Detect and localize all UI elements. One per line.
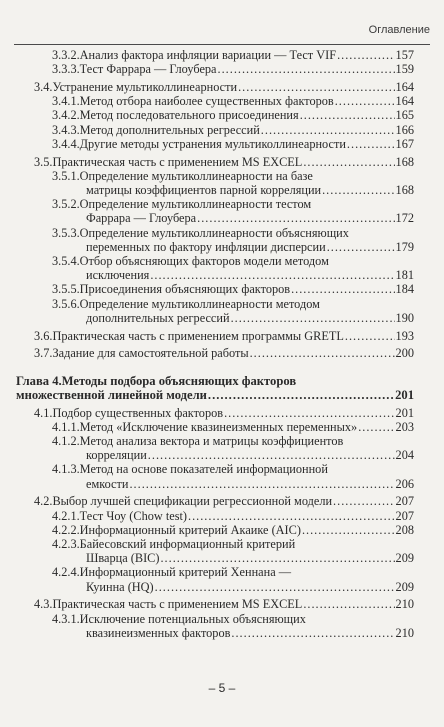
toc-number: 4.2.4. xyxy=(52,565,80,580)
leader-dots xyxy=(129,477,394,491)
toc-title: Выбор лучшей спецификации регрессионной модели xyxy=(52,494,333,509)
toc-entry[interactable] xyxy=(16,462,414,490)
toc-entry[interactable] xyxy=(16,297,414,325)
toc-title: дополнительных регрессий xyxy=(86,310,230,325)
toc-number: 4.1. xyxy=(34,405,53,420)
toc-entry[interactable] xyxy=(16,94,414,108)
toc-title: Определение мультиколлинеарности тестом xyxy=(79,197,312,212)
toc-entry[interactable] xyxy=(16,48,414,62)
toc-entry[interactable] xyxy=(16,565,414,593)
toc-entry[interactable] xyxy=(16,62,414,76)
toc-page-number: 204 xyxy=(395,448,414,463)
toc-page-number: 210 xyxy=(395,597,414,612)
toc-entry[interactable] xyxy=(16,509,414,523)
leader-dots xyxy=(300,108,395,122)
toc-entry[interactable] xyxy=(16,108,414,122)
leader-dots xyxy=(337,48,394,62)
toc-page-number: 200 xyxy=(395,346,414,361)
toc-title: Практическая часть с применением MS EXCEL xyxy=(52,154,303,169)
leader-dots xyxy=(231,311,395,325)
leader-dots xyxy=(250,346,395,360)
toc-entry[interactable] xyxy=(16,434,414,462)
toc-title: Метод отбора наиболее существенных факторов xyxy=(79,94,334,109)
toc-title: Шварца (BIC) xyxy=(86,551,160,566)
toc-page-number: 209 xyxy=(395,579,414,594)
leader-dots xyxy=(303,597,394,611)
toc-title: матрицы коэффициентов парной корреляции xyxy=(86,183,322,198)
toc-title: Подбор существенных факторов xyxy=(52,405,224,420)
toc-page-number: 203 xyxy=(395,419,414,434)
toc-page-number: 201 xyxy=(395,387,414,402)
toc-page-number: 184 xyxy=(395,282,414,297)
toc-number: 4.2.2. xyxy=(52,522,80,537)
toc-number: 3.4.1. xyxy=(52,94,80,109)
toc-number: 3.5.6. xyxy=(52,296,80,311)
toc-entry[interactable] xyxy=(16,123,414,137)
toc-page-number: 167 xyxy=(395,136,414,151)
toc-page-number: 207 xyxy=(395,508,414,523)
running-header xyxy=(14,24,430,45)
toc-number: 4.1.2. xyxy=(52,434,80,449)
header-title: Оглавление xyxy=(368,24,430,36)
toc-number: 4.3. xyxy=(34,597,53,612)
toc-page-number: 164 xyxy=(395,94,414,109)
toc-page-number: 166 xyxy=(395,122,414,137)
toc-title: корреляции xyxy=(86,448,147,463)
toc-title: Присоединения объясняющих факторов xyxy=(79,282,291,297)
toc-number: 4.1.3. xyxy=(52,462,80,477)
toc-title: Тест Фаррара — Глоубера xyxy=(79,62,217,77)
toc-number: 3.3.2. xyxy=(52,48,80,62)
leader-dots xyxy=(333,494,395,508)
toc-entry[interactable] xyxy=(16,420,414,434)
toc-page-number: 165 xyxy=(395,108,414,123)
leader-dots xyxy=(358,420,394,434)
toc-page-number: 206 xyxy=(395,476,414,491)
toc-title: Определение мультиколлинеарности на базе xyxy=(79,168,313,183)
table-of-contents xyxy=(16,48,414,640)
toc-number: 3.6. xyxy=(34,328,53,343)
toc-page-number: 190 xyxy=(395,310,414,325)
leader-dots xyxy=(322,183,394,197)
toc-title: Метод «Исключение квазинеизменных переменных» xyxy=(79,419,358,434)
leader-dots xyxy=(345,329,395,343)
toc-page-number: 159 xyxy=(395,62,414,77)
toc-page-number: 179 xyxy=(395,239,414,254)
toc-number: 4.2.1. xyxy=(52,508,80,523)
toc-number: 3.4.4. xyxy=(52,136,80,151)
toc-page-number: 172 xyxy=(395,211,414,226)
toc-entry[interactable] xyxy=(16,197,414,225)
toc-number: 3.5.5. xyxy=(52,282,80,297)
leader-dots xyxy=(148,448,395,462)
toc-title: исключения xyxy=(86,268,150,283)
toc-entry[interactable] xyxy=(16,169,414,197)
toc-title: Практическая часть с применением MS EXCEL xyxy=(52,597,303,612)
leader-dots xyxy=(231,626,394,640)
toc-entry[interactable] xyxy=(16,329,414,343)
toc-page-number: 207 xyxy=(395,494,414,509)
toc-number: 3.4.3. xyxy=(52,122,80,137)
toc-entry[interactable] xyxy=(16,80,414,94)
toc-entry[interactable] xyxy=(16,494,414,508)
leader-dots xyxy=(335,94,395,108)
toc-number: 4.2. xyxy=(34,494,53,509)
leader-dots xyxy=(188,509,395,523)
leader-dots xyxy=(155,580,395,594)
toc-entry[interactable] xyxy=(16,374,414,402)
leader-dots xyxy=(238,80,394,94)
toc-title: Фаррара — Глоубера xyxy=(86,211,197,226)
leader-dots xyxy=(224,406,394,420)
toc-number: 3.5.2. xyxy=(52,197,80,212)
toc-title: Куинна (HQ) xyxy=(86,579,154,594)
toc-title: Информационный критерий Акаике (AIC) xyxy=(79,522,301,537)
toc-entry[interactable] xyxy=(16,346,414,360)
toc-number: 3.4.2. xyxy=(52,108,80,123)
toc-page-number: 181 xyxy=(395,268,414,283)
toc-entry[interactable] xyxy=(16,282,414,296)
toc-title: Методы подбора объясняющих факторов xyxy=(61,373,297,388)
toc-page-number: 209 xyxy=(395,551,414,566)
toc-page-number: 201 xyxy=(395,405,414,420)
toc-number: 4.1.1. xyxy=(52,419,80,434)
toc-page-number: 168 xyxy=(395,183,414,198)
toc-page-number: 208 xyxy=(395,522,414,537)
toc-entry[interactable] xyxy=(16,523,414,537)
toc-page-number: 193 xyxy=(395,328,414,343)
toc-title: Метод анализа вектора и матрицы коэффициентов xyxy=(79,434,344,449)
toc-entry[interactable] xyxy=(16,406,414,420)
toc-title: квазинеизменных факторов xyxy=(86,625,231,640)
leader-dots xyxy=(197,211,394,225)
toc-title: множественной линейной модели xyxy=(16,387,207,402)
toc-number: 3.5.4. xyxy=(52,254,80,269)
leader-dots xyxy=(303,155,394,169)
toc-title: Устранение мультиколлинеарности xyxy=(52,80,238,94)
toc-page-number: 168 xyxy=(395,154,414,169)
leader-dots xyxy=(208,388,394,402)
leader-dots xyxy=(291,282,394,296)
toc-title: Метод на основе показателей информационной xyxy=(79,462,328,477)
toc-number: 3.5.3. xyxy=(52,225,80,240)
leader-dots xyxy=(218,62,395,76)
leader-dots xyxy=(160,551,394,565)
toc-entry[interactable] xyxy=(16,254,414,282)
toc-entry[interactable] xyxy=(16,597,414,611)
toc-title: Отбор объясняющих факторов модели методом xyxy=(79,254,329,269)
toc-number: Глава 4. xyxy=(16,373,62,388)
toc-number: 4.3.1. xyxy=(52,611,80,626)
leader-dots xyxy=(150,268,394,282)
toc-title: Метод дополнительных регрессий xyxy=(79,122,260,137)
toc-page-number: 164 xyxy=(395,80,414,94)
toc-number: 3.5. xyxy=(34,154,53,169)
toc-entry[interactable] xyxy=(16,155,414,169)
toc-entry[interactable] xyxy=(16,226,414,254)
toc-number: 3.3.3. xyxy=(52,62,80,77)
toc-title: Задание для самостоятельной работы xyxy=(52,346,249,361)
toc-entry[interactable] xyxy=(16,137,414,151)
toc-page-number: 157 xyxy=(395,48,414,62)
leader-dots xyxy=(327,240,395,254)
toc-title: Байесовский информационный критерий xyxy=(79,537,296,552)
leader-dots xyxy=(347,137,395,151)
toc-number: 3.5.1. xyxy=(52,168,80,183)
toc-number: 4.2.3. xyxy=(52,537,80,552)
leader-dots xyxy=(302,523,395,537)
toc-title: Информационный критерий Хеннана — xyxy=(79,565,292,580)
toc-title: Анализ фактора инфляции вариации — Тест VIF xyxy=(79,48,337,62)
leader-dots xyxy=(261,123,395,137)
toc-title: Определение мультиколлинеарности методом xyxy=(79,296,320,311)
toc-title: Тест Чоу (Chow test) xyxy=(79,508,187,523)
toc-title: Исключение потенциальных объясняющих xyxy=(79,611,306,626)
page-number: – 5 – xyxy=(208,681,236,695)
toc-title: емкости xyxy=(86,476,129,491)
toc-title: переменных по фактору инфляции дисперсии xyxy=(86,239,326,254)
toc-title: Метод последовательного присоединения xyxy=(79,108,299,123)
toc-entry[interactable] xyxy=(16,612,414,640)
toc-entry[interactable] xyxy=(16,537,414,565)
toc-number: 3.4. xyxy=(34,80,53,94)
toc-number: 3.7. xyxy=(34,346,53,361)
toc-title: Другие методы устранения мультиколлинеарности xyxy=(79,136,346,151)
toc-title: Определение мультиколлинеарности объясняющих xyxy=(79,225,349,240)
toc-page-number: 210 xyxy=(395,625,414,640)
toc-title: Практическая часть с применением программы GRETL xyxy=(52,328,344,343)
